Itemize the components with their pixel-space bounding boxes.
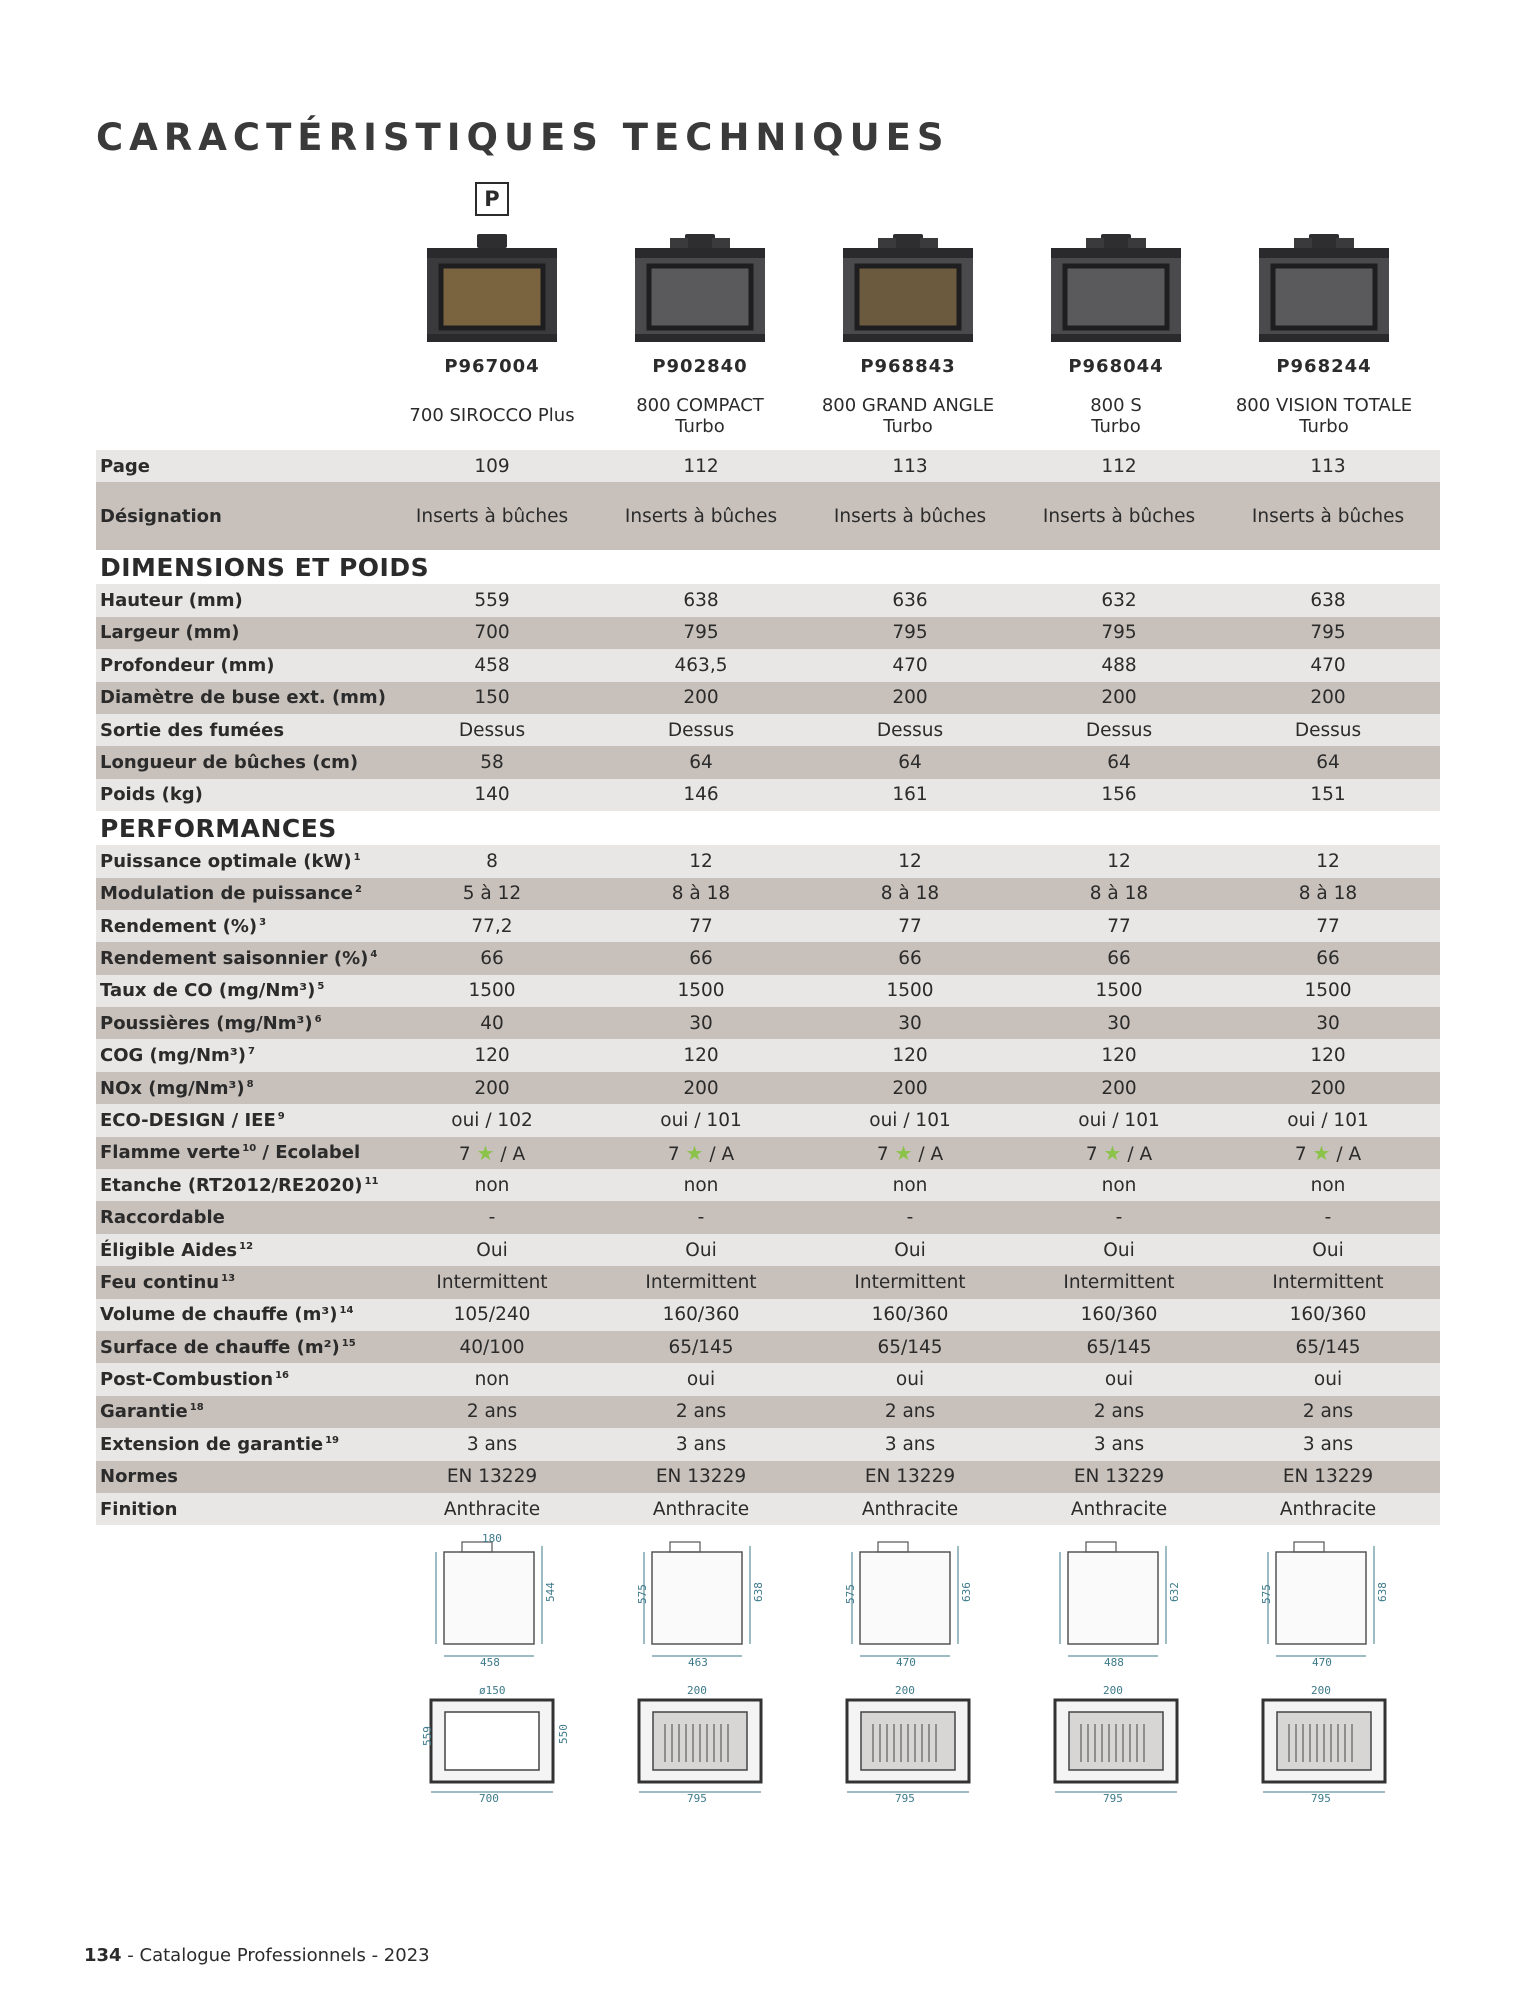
section-dimensions-heading: DIMENSIONS ET POIDS: [100, 553, 430, 583]
green-star-icon: ★: [476, 1140, 495, 1165]
row-value: Intermittent: [645, 1271, 757, 1293]
row-value: Dessus: [876, 719, 944, 741]
row-value: 200: [1310, 687, 1346, 709]
row-value: 77: [689, 915, 713, 937]
row-value: 5 à 12: [462, 883, 522, 905]
product-name-line1: 800 COMPACT: [636, 395, 764, 416]
stove-photo-1: [417, 230, 567, 348]
row-value: 160/360: [662, 1304, 740, 1326]
row-value: 146: [683, 784, 719, 806]
row-label: Extension de garantie $^{19}$: [100, 1433, 339, 1455]
row-value: 105/240: [453, 1304, 531, 1326]
row-value: 109: [474, 455, 510, 477]
row-value: 120: [1310, 1045, 1346, 1067]
table-row: [96, 845, 1440, 877]
row-value: Anthracite: [1279, 1498, 1377, 1520]
svg-text:559: 559: [421, 1726, 434, 1746]
row-label: Flamme verte $^{10}$ / Ecolabel: [100, 1142, 361, 1164]
row-value: 200: [1310, 1077, 1346, 1099]
table-row: [96, 1493, 1440, 1525]
row-value: 638: [683, 590, 719, 612]
row-value: oui / 101: [1078, 1109, 1160, 1131]
row-label: Désignation: [100, 505, 222, 527]
side-view-diagram-3: [838, 1538, 978, 1668]
row-value: Anthracite: [443, 1498, 541, 1520]
table-row: [96, 942, 1440, 974]
row-value: 636: [892, 590, 928, 612]
row-value: 2 ans: [466, 1401, 518, 1423]
svg-text:700: 700: [479, 1792, 499, 1805]
row-value: 8: [486, 850, 498, 872]
product-ref: P968244: [1276, 356, 1372, 377]
row-label: Feu continu $^{13}$: [100, 1271, 236, 1293]
row-value: 65/145: [877, 1336, 943, 1358]
row-value: Inserts à bûches: [833, 505, 987, 527]
table-row: [96, 1007, 1440, 1039]
row-value: 151: [1310, 784, 1346, 806]
table-row: [96, 878, 1440, 910]
spec-table: [96, 450, 1440, 1525]
row-label: Etanche (RT2012/RE2020) $^{11}$: [100, 1174, 379, 1196]
product-name-line2: Turbo: [675, 416, 725, 437]
svg-text:795: 795: [687, 1792, 707, 1805]
footer-text: - Catalogue Professionnels - 2023: [121, 1945, 430, 1966]
stove-photo-4: [1041, 230, 1191, 348]
row-value: Oui: [1312, 1239, 1344, 1261]
row-value: 64: [689, 752, 713, 774]
row-value: Intermittent: [1063, 1271, 1175, 1293]
row-value: 156: [1101, 784, 1137, 806]
table-row: [96, 649, 1440, 681]
row-value: Anthracite: [1070, 1498, 1168, 1520]
svg-text:470: 470: [1312, 1656, 1332, 1669]
row-value: 30: [689, 1012, 713, 1034]
row-value: Intermittent: [1272, 1271, 1384, 1293]
row-value: Inserts à bûches: [1042, 505, 1196, 527]
product-name: [1011, 395, 1221, 437]
svg-text:463: 463: [688, 1656, 708, 1669]
table-row: [96, 1039, 1440, 1071]
row-label: Garantie $^{18}$: [100, 1401, 204, 1423]
row-value: 30: [898, 1012, 922, 1034]
row-value: 8 à 18: [671, 883, 731, 905]
row-value: 8 à 18: [1298, 883, 1358, 905]
p-badge: P: [475, 182, 509, 216]
front-view-diagram-5: [1249, 1680, 1399, 1805]
row-value: Dessus: [458, 719, 526, 741]
row-value: oui: [1313, 1369, 1343, 1391]
product-ref: P967004: [444, 356, 540, 377]
table-row: [96, 975, 1440, 1007]
row-value: 30: [1107, 1012, 1131, 1034]
row-value: 1500: [1304, 980, 1352, 1002]
row-value: EN 13229: [446, 1466, 538, 1488]
row-label: Rendement (%) $^3$: [100, 915, 267, 937]
svg-text:180: 180: [482, 1532, 502, 1545]
row-value: Oui: [1103, 1239, 1135, 1261]
svg-text:638: 638: [752, 1582, 765, 1602]
row-value: oui / 101: [1287, 1109, 1369, 1131]
row-value: EN 13229: [655, 1466, 747, 1488]
row-value: 112: [683, 455, 719, 477]
stove-photo-3: [833, 230, 983, 348]
row-value: -: [1115, 1207, 1123, 1229]
row-label: Éligible Aides $^{12}$: [100, 1239, 254, 1261]
row-value: 470: [892, 654, 928, 676]
svg-text:470: 470: [896, 1656, 916, 1669]
front-view-diagram-1: [417, 1680, 570, 1805]
front-view-diagram-4: [1041, 1680, 1191, 1805]
svg-text:638: 638: [1376, 1582, 1389, 1602]
row-label: Raccordable: [100, 1207, 225, 1229]
side-view-diagram-4: [1046, 1538, 1186, 1668]
row-value: 700: [474, 622, 510, 644]
green-star-icon: ★: [1312, 1140, 1331, 1165]
row-value: Oui: [685, 1239, 717, 1261]
table-row: [96, 746, 1440, 778]
row-value: 2 ans: [675, 1401, 727, 1423]
product-name-line1: 800 S: [1090, 395, 1142, 416]
row-value: 3 ans: [466, 1433, 518, 1455]
row-label: Rendement saisonnier (%) $^4$: [100, 947, 378, 969]
svg-text:795: 795: [895, 1792, 915, 1805]
row-label: ECO-DESIGN / IEE $^9$: [100, 1109, 285, 1131]
row-value: 7 ★ / A: [876, 1140, 944, 1165]
svg-text:632: 632: [1168, 1582, 1181, 1602]
row-label: Normes: [100, 1466, 178, 1488]
row-value: Intermittent: [854, 1271, 966, 1293]
row-value: 2 ans: [1302, 1401, 1354, 1423]
row-value: 795: [892, 622, 928, 644]
row-value: 200: [683, 1077, 719, 1099]
row-label: Largeur (mm): [100, 622, 240, 644]
row-value: EN 13229: [864, 1466, 956, 1488]
product-ref: P968044: [1068, 356, 1164, 377]
front-view-diagram-3: [833, 1680, 983, 1805]
section-performances-heading: PERFORMANCES: [100, 814, 337, 844]
table-row: [96, 1363, 1440, 1395]
side-view-diagram-5: [1254, 1538, 1394, 1668]
table-row: [96, 1201, 1440, 1233]
svg-text:200: 200: [895, 1684, 915, 1697]
row-value: oui: [1104, 1369, 1134, 1391]
row-value: 66: [1316, 947, 1340, 969]
row-value: 200: [683, 687, 719, 709]
row-value: 1500: [677, 980, 725, 1002]
table-row: [96, 1266, 1440, 1298]
svg-text:636: 636: [960, 1582, 973, 1602]
row-value: Oui: [894, 1239, 926, 1261]
table-row: [96, 1461, 1440, 1493]
table-row: [96, 1299, 1440, 1331]
row-label: Taux de CO (mg/Nm³) $^5$: [100, 980, 325, 1002]
row-value: non: [474, 1369, 510, 1391]
product-name-line1: 700 SIROCCO Plus: [409, 405, 575, 426]
green-star-icon: ★: [894, 1140, 913, 1165]
row-value: 200: [1101, 1077, 1137, 1099]
product-name: [803, 395, 1013, 437]
product-name-line2: Turbo: [1299, 416, 1349, 437]
row-value: 66: [898, 947, 922, 969]
row-value: 160/360: [1289, 1304, 1367, 1326]
row-label: Profondeur (mm): [100, 654, 275, 676]
row-value: 7 ★ / A: [458, 1140, 526, 1165]
row-value: 12: [689, 850, 713, 872]
row-value: 140: [474, 784, 510, 806]
row-label: Longueur de bûches (cm): [100, 752, 359, 774]
table-row: [96, 1169, 1440, 1201]
row-value: 65/145: [1295, 1336, 1361, 1358]
table-row: [96, 1072, 1440, 1104]
row-value: Anthracite: [861, 1498, 959, 1520]
svg-text:200: 200: [687, 1684, 707, 1697]
row-value: 200: [474, 1077, 510, 1099]
row-value: 66: [1107, 947, 1131, 969]
row-label: Volume de chauffe (m³) $^{14}$: [100, 1304, 354, 1326]
row-value: 120: [1101, 1045, 1137, 1067]
row-value: 161: [892, 784, 928, 806]
row-value: -: [1324, 1207, 1332, 1229]
product-ref: P968843: [860, 356, 956, 377]
table-row: [96, 1331, 1440, 1363]
row-value: 58: [480, 752, 504, 774]
stove-photo-5: [1249, 230, 1399, 348]
row-value: Dessus: [667, 719, 735, 741]
row-value: oui / 101: [869, 1109, 951, 1131]
row-value: 463,5: [674, 654, 728, 676]
footer-page-number: 134: [84, 1945, 122, 1966]
row-value: 65/145: [668, 1336, 734, 1358]
row-value: Oui: [476, 1239, 508, 1261]
product-ref: P902840: [652, 356, 748, 377]
table-row: [96, 450, 1440, 482]
row-value: 66: [480, 947, 504, 969]
row-value: 77,2: [471, 915, 513, 937]
row-value: non: [683, 1174, 719, 1196]
row-value: Anthracite: [652, 1498, 750, 1520]
table-row: [96, 682, 1440, 714]
table-row: [96, 482, 1440, 550]
row-value: 65/145: [1086, 1336, 1152, 1358]
table-row: [96, 617, 1440, 649]
side-view-diagram-2: [630, 1538, 770, 1668]
row-value: 559: [474, 590, 510, 612]
row-value: 488: [1101, 654, 1137, 676]
row-value: 77: [1316, 915, 1340, 937]
row-value: 200: [1101, 687, 1137, 709]
row-value: 77: [898, 915, 922, 937]
row-value: 200: [892, 1077, 928, 1099]
table-row: [96, 584, 1440, 616]
row-value: 200: [892, 687, 928, 709]
row-value: 795: [1101, 622, 1137, 644]
row-value: 64: [1107, 752, 1131, 774]
row-value: 3 ans: [675, 1433, 727, 1455]
row-value: 120: [474, 1045, 510, 1067]
row-value: 40/100: [459, 1336, 525, 1358]
product-name-line1: 800 VISION TOTALE: [1235, 395, 1413, 416]
row-value: 3 ans: [1302, 1433, 1354, 1455]
svg-text:200: 200: [1103, 1684, 1123, 1697]
table-row: [96, 1104, 1440, 1136]
svg-text:488: 488: [1104, 1656, 1124, 1669]
row-value: oui: [686, 1369, 716, 1391]
table-row: [96, 714, 1440, 746]
row-value: non: [1101, 1174, 1137, 1196]
row-label: COG (mg/Nm³) $^7$: [100, 1045, 255, 1067]
row-label: Diamètre de buse ext. (mm): [100, 687, 386, 709]
green-star-icon: ★: [685, 1140, 704, 1165]
row-value: 795: [1310, 622, 1346, 644]
row-label: Post-Combustion $^{16}$: [100, 1369, 289, 1391]
row-value: 12: [1316, 850, 1340, 872]
row-label: Modulation de puissance $^2$: [100, 883, 362, 905]
footer: [84, 1945, 430, 1966]
row-value: 120: [892, 1045, 928, 1067]
row-value: Intermittent: [436, 1271, 548, 1293]
row-label: Poids (kg): [100, 784, 203, 806]
row-value: -: [488, 1207, 496, 1229]
product-name-line1: 800 GRAND ANGLE: [821, 395, 995, 416]
svg-text:575: 575: [636, 1584, 649, 1604]
row-value: 120: [683, 1045, 719, 1067]
svg-text:550: 550: [557, 1724, 570, 1744]
row-value: oui: [895, 1369, 925, 1391]
row-value: 7 ★ / A: [667, 1140, 735, 1165]
row-value: non: [892, 1174, 928, 1196]
table-row: [96, 1137, 1440, 1169]
green-star-icon: ★: [1103, 1140, 1122, 1165]
table-row: [96, 1428, 1440, 1460]
row-value: non: [474, 1174, 510, 1196]
row-value: 113: [1310, 455, 1346, 477]
table-row: [96, 779, 1440, 811]
row-value: EN 13229: [1073, 1466, 1165, 1488]
svg-text:200: 200: [1311, 1684, 1331, 1697]
row-label: Sortie des fumées: [100, 719, 285, 741]
svg-text:575: 575: [1260, 1584, 1273, 1604]
row-value: 30: [1316, 1012, 1340, 1034]
row-value: 77: [1107, 915, 1131, 937]
row-value: 8 à 18: [1089, 883, 1149, 905]
row-value: 64: [1316, 752, 1340, 774]
product-name: [595, 395, 805, 437]
row-value: 3 ans: [884, 1433, 936, 1455]
row-value: 638: [1310, 590, 1346, 612]
product-name-line2: Turbo: [883, 416, 933, 437]
svg-text:458: 458: [480, 1656, 500, 1669]
product-name: [387, 405, 597, 426]
row-value: -: [906, 1207, 914, 1229]
side-view-diagram-1: [422, 1532, 562, 1669]
table-row: [96, 910, 1440, 942]
row-value: 3 ans: [1093, 1433, 1145, 1455]
row-value: 7 ★ / A: [1085, 1140, 1153, 1165]
front-view-diagram-2: [625, 1680, 775, 1805]
product-name-line2: Turbo: [1091, 416, 1141, 437]
svg-text:544: 544: [544, 1582, 557, 1602]
row-label: Page: [100, 455, 150, 477]
row-value: 112: [1101, 455, 1137, 477]
row-value: oui / 101: [660, 1109, 742, 1131]
row-value: Dessus: [1294, 719, 1362, 741]
row-value: 795: [683, 622, 719, 644]
row-value: 66: [689, 947, 713, 969]
row-value: Inserts à bûches: [415, 505, 569, 527]
row-value: 632: [1101, 590, 1137, 612]
row-value: Inserts à bûches: [1251, 505, 1405, 527]
row-value: 1500: [468, 980, 516, 1002]
row-label: Finition: [100, 1498, 178, 1520]
row-value: 1500: [886, 980, 934, 1002]
svg-text:795: 795: [1103, 1792, 1123, 1805]
row-value: 160/360: [871, 1304, 949, 1326]
row-value: 470: [1310, 654, 1346, 676]
row-value: 2 ans: [1093, 1401, 1145, 1423]
row-label: Poussières (mg/Nm³) $^6$: [100, 1012, 322, 1034]
row-label: Surface de chauffe (m²) $^{15}$: [100, 1336, 356, 1358]
page-title: CARACTÉRISTIQUES TECHNIQUES: [96, 116, 950, 159]
row-value: -: [697, 1207, 705, 1229]
row-label: NOx (mg/Nm³) $^8$: [100, 1077, 254, 1099]
row-value: non: [1310, 1174, 1346, 1196]
row-value: 8 à 18: [880, 883, 940, 905]
row-value: oui / 102: [451, 1109, 533, 1131]
row-value: 2 ans: [884, 1401, 936, 1423]
svg-text:ø150: ø150: [479, 1684, 506, 1697]
row-value: Inserts à bûches: [624, 505, 778, 527]
product-name: [1219, 395, 1429, 437]
svg-text:795: 795: [1311, 1792, 1331, 1805]
row-value: EN 13229: [1282, 1466, 1374, 1488]
row-value: 12: [898, 850, 922, 872]
svg-text:575: 575: [844, 1584, 857, 1604]
row-value: 12: [1107, 850, 1131, 872]
stove-photo-2: [625, 230, 775, 348]
row-value: 7 ★ / A: [1294, 1140, 1362, 1165]
row-value: 1500: [1095, 980, 1143, 1002]
row-value: 150: [474, 687, 510, 709]
row-label: Hauteur (mm): [100, 590, 243, 612]
row-value: 458: [474, 654, 510, 676]
table-row: [96, 1396, 1440, 1428]
row-value: Dessus: [1085, 719, 1153, 741]
row-value: 64: [898, 752, 922, 774]
row-label: Puissance optimale (kW) $^1$: [100, 850, 361, 872]
row-value: 40: [480, 1012, 504, 1034]
row-value: 113: [892, 455, 928, 477]
table-row: [96, 1234, 1440, 1266]
row-value: 160/360: [1080, 1304, 1158, 1326]
